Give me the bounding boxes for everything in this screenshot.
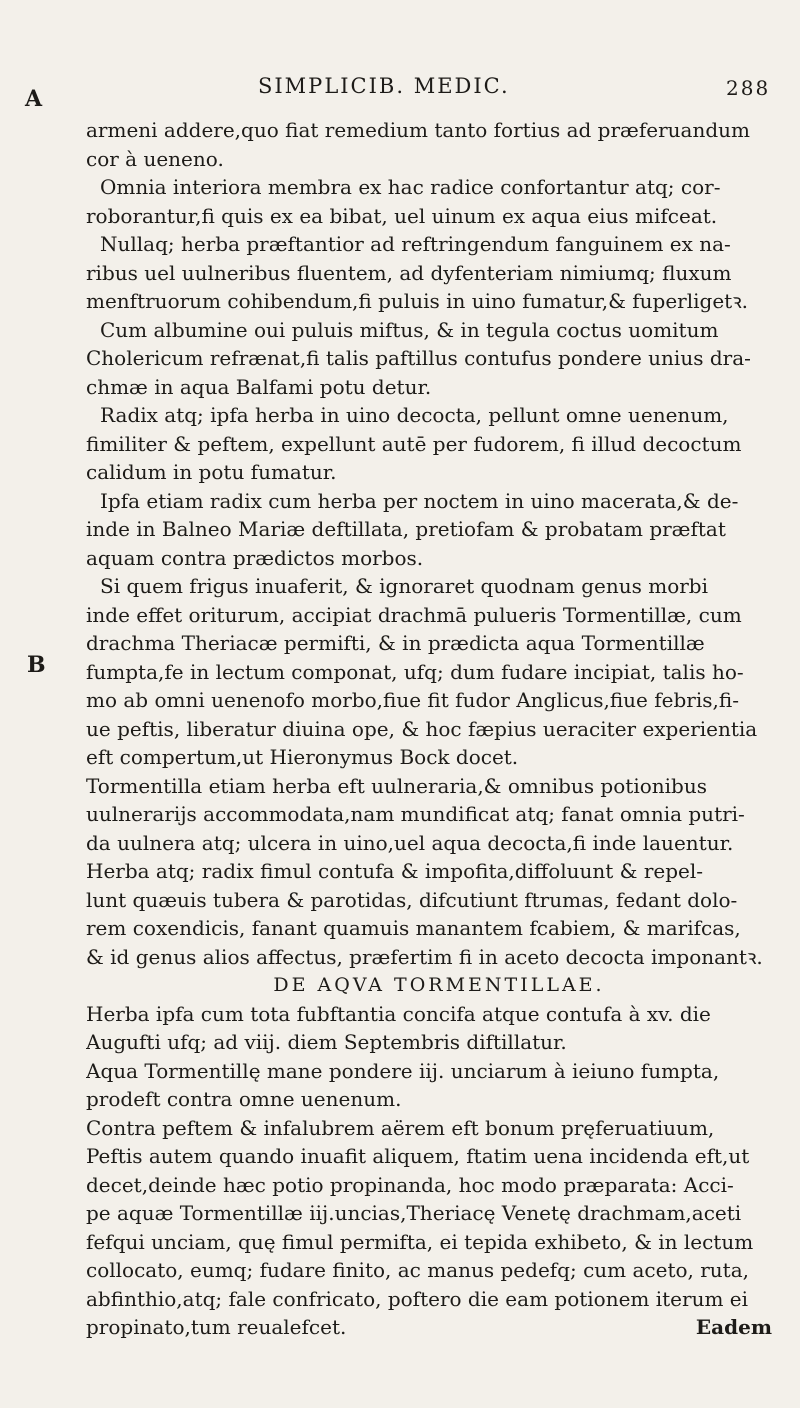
running-title: SIMPLICIB. MEDIC. [258,74,510,98]
running-head [258,74,778,108]
text-line: Omnia interiora membra ex hac radice confortantur atq; cor- [100,175,721,199]
body-text [86,116,792,1342]
text-line: Peftis autem quando inuafit aliquem, ftatim uena incidenda eft,ut [86,1144,750,1168]
margin-letter-b: B [27,652,46,678]
text-line: & id genus alios affectus, præfertim fi in aceto decocta imponantꝛ. [86,944,763,969]
last-line [86,1313,792,1342]
margin-letter-a: A [25,86,43,112]
text-line: armeni addere,quo fiat remedium tanto fortius ad præferuandum [86,118,750,142]
text-line: fefqui unciam, quę fimul permifta, ei tepida exhibeto, & in lectum [86,1229,754,1254]
text-line: Si quem frigus inuaferit, & ignoraret quodnam genus morbi [100,574,708,598]
text-line: ue peftis, liberatur diuina ope, & hoc fæpius ueraciter experientia [86,716,758,741]
text-line: prodeft contra omne uenenum. [86,1087,402,1111]
text-line: mo ab omni uenenofo morbo,fiue fit fudor Anglicus,fiue febris,fi- [86,688,739,712]
text-line: abfinthio,atq; fale confricato, poftero die eam potionem iterum ei [86,1286,749,1311]
text-line: Contra peftem & infalubrem aërem eft bonum pręferuatiuum, [86,1115,715,1140]
text-line: uulnerarijs accommodata,nam mundificat atq; fanat omnia putri- [86,802,745,826]
text-line: cor à ueneno. [86,146,224,171]
text-line: Cholericum refrænat,fi talis paftillus contufus pondere unius dra- [86,346,751,370]
text-line: drachma Theriacæ permifti, & in prædicta aqua Tormentillæ [86,631,705,655]
text-line: Aqua Tormentillę mane pondere iij. unciarum à ieiuno fumpta, [86,1058,720,1083]
text-line: menftruorum cohibendum,fi puluis in uino fumatur,& fuperligetꝛ. [86,289,749,313]
text-line: propinato,tum reualefcet. [86,1315,347,1339]
text-line: fimiliter & peftem, expellunt autē per fudorem, fi illud decoctum [86,431,742,456]
text-line: Cum albumine oui puluis miftus, & in tegula coctus uomitum [100,317,719,342]
text-line: Ipfa etiam radix cum herba per noctem in uino macerata,& de- [100,488,739,513]
catchword: Eadem [695,1315,772,1339]
text-line: eft compertum,ut Hieronymus Bock docet. [86,745,519,769]
text-line: Augufti ufq; ad viij. diem Septembris diftillatur. [86,1030,567,1054]
text-line: roborantur,fi quis ex ea bibat, uel uinum ex aqua eius mifceat. [86,203,718,228]
text-line: Herba ipfa cum tota fubftantia concifa atque contufa à xv. die [86,1001,711,1026]
page-number: 288 [726,76,771,100]
text-line: da uulnera atq; ulcera in uino,uel aqua decocta,fi inde lauentur. [86,830,734,855]
section-heading: DE AQVA TORMENTILLAE. [273,974,605,996]
text-line: inde in Balneo Mariæ deftillata, pretiofam & probatam præftat [86,517,726,541]
text-line: collocato, eumq; fudare finito, ac manus pedefq; cum aceto, ruta, [86,1258,749,1282]
text-line: decet,deinde hæc potio propinanda, hoc modo præparata: Acci- [86,1172,734,1197]
text-line: aquam contra prædictos morbos. [86,545,424,570]
text-line: Herba atq; radix fimul contufa & impofita,diffoluunt & repel- [86,859,704,883]
text-line: Radix atq; ipfa herba in uino decocta, pellunt omne uenenum, [100,403,729,427]
text-line: fumpta,fe in lectum componat, ufq; dum fudare incipiat, talis ho- [86,659,744,684]
text-line: Tormentilla etiam herba eft uulneraria,& omnibus potionibus [86,773,707,798]
text-line: pe aquæ Tormentillæ iij.uncias,Theriacę Venetę drachmam,aceti [86,1201,742,1225]
text-line: inde effet oriturum, accipiat drachmā pulueris Tormentillæ, cum [86,602,742,627]
text-line: ribus uel uulneribus fluentem, ad dyfenteriam nimiumq; fluxum [86,260,732,285]
text-line: Nullaq; herba præftantior ad reftringendum fanguinem ex na- [100,232,731,256]
text-line: chmæ in aqua Balfami potu detur. [86,374,432,399]
text-line: rem coxendicis, fanant quamuis manantem fcabiem, & marifcas, [86,916,741,940]
text-line: calidum in potu fumatur. [86,460,337,484]
text-line: lunt quæuis tubera & parotidas, difcutiunt ftrumas, fedant dolo- [86,887,738,912]
